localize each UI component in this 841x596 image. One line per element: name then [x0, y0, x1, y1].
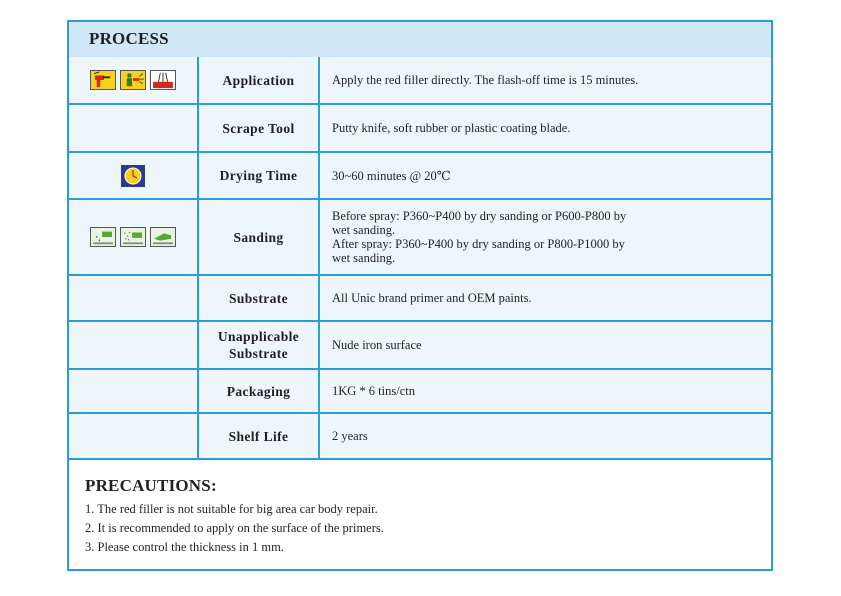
precaution-item: 2. It is recommended to apply on the surface of the primers. [85, 521, 384, 535]
sanding-icons [69, 200, 199, 274]
row-value: Apply the red filler directly. The flash-off time is 15 minutes. [332, 73, 639, 87]
application-icons [69, 57, 199, 103]
row-label: Shelf Life [199, 414, 320, 458]
precaution-item: 3. Please control the thickness in 1 mm. [85, 540, 284, 554]
table-row-substrate [69, 276, 771, 322]
mixing-sticks-icon [150, 70, 176, 90]
row-label: Sanding [199, 200, 320, 274]
row-value-line: wet sanding. [332, 251, 396, 265]
clock-icon [121, 165, 145, 187]
row-label: Scrape Tool [199, 105, 320, 151]
row-label: Drying Time [199, 153, 320, 198]
spray-person-icon [120, 70, 146, 90]
process-table [69, 57, 771, 458]
row-label-line: Unapplicable [217, 329, 300, 344]
row-value: Putty knife, soft rubber or plastic coating blade. [332, 121, 571, 135]
process-sheet [67, 20, 773, 571]
row-value-line: Before spray: P360~P400 by dry sanding or P600-P800 by [332, 209, 627, 223]
row-label: Packaging [199, 370, 320, 412]
table-row-application [69, 57, 771, 105]
dry-sanding-icon [120, 227, 146, 247]
wet-sanding-icon [90, 227, 116, 247]
row-value: 30~60 minutes @ 20℃ [332, 168, 451, 183]
table-row-shelf-life [69, 414, 771, 460]
row-value: All Unic brand primer and OEM paints. [332, 291, 532, 305]
row-label: Substrate [199, 276, 320, 320]
spray-gun-icon [90, 70, 116, 90]
row-value: 1KG * 6 tins/ctn [332, 384, 415, 398]
row-value-line: wet sanding. [332, 223, 396, 237]
table-row-sanding [69, 200, 771, 276]
precautions-section [85, 476, 384, 557]
row-label: Application [199, 57, 320, 103]
row-value [332, 209, 626, 265]
process-title: PROCESS [89, 29, 169, 48]
table-row-unapplicable-substrate [69, 322, 771, 370]
process-header [69, 22, 771, 59]
table-row-drying-time [69, 153, 771, 200]
row-label [218, 328, 299, 362]
row-value: 2 years [332, 429, 368, 443]
row-value: Nude iron surface [332, 338, 422, 352]
hand-sanding-icon [150, 227, 176, 247]
row-label-line: Substrate [228, 346, 289, 361]
precautions-title: PRECAUTIONS: [85, 476, 217, 495]
precaution-item: 1. The red filler is not suitable for big area car body repair. [85, 502, 378, 516]
table-row-scrape-tool [69, 105, 771, 153]
table-row-packaging [69, 370, 771, 414]
row-value-line: After spray: P360~P400 by dry sanding or P800-P1000 by [332, 237, 625, 251]
